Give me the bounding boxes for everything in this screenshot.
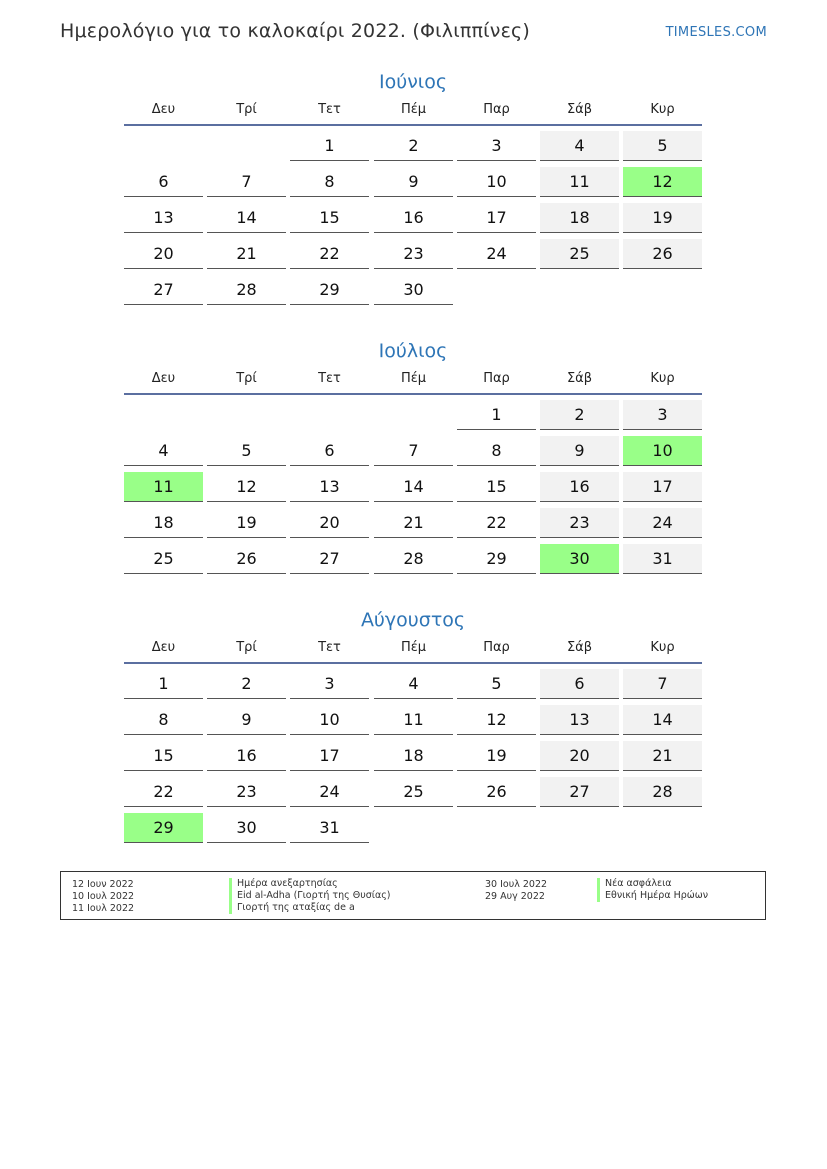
legend-date: 11 Ιουλ 2022 bbox=[72, 903, 135, 914]
month-june bbox=[124, 69, 702, 329]
day-cell: 17 bbox=[623, 472, 702, 502]
day-cell: 27 bbox=[540, 777, 619, 807]
day-cell: 19 bbox=[623, 203, 702, 233]
day-cell: 24 bbox=[623, 508, 702, 538]
day-cell: 4 bbox=[124, 436, 203, 466]
day-cell: 11 bbox=[124, 472, 203, 502]
day-cell: 25 bbox=[374, 777, 453, 807]
weekday-sat: Σάβ bbox=[566, 640, 593, 655]
day-cell: 12 bbox=[623, 167, 702, 197]
legend-date: 12 Ιουν 2022 bbox=[72, 879, 134, 890]
day-cell: 21 bbox=[623, 741, 702, 771]
day-cell: 10 bbox=[623, 436, 702, 466]
day-cell: 14 bbox=[374, 472, 453, 502]
legend-date: 29 Αυγ 2022 bbox=[485, 891, 545, 902]
month-name: Αύγουστος bbox=[360, 609, 466, 631]
day-cell: 23 bbox=[374, 239, 453, 269]
day-cell: 9 bbox=[540, 436, 619, 466]
weekday-thu: Πέμ bbox=[400, 371, 427, 386]
day-cell: 9 bbox=[374, 167, 453, 197]
day-cell: 22 bbox=[290, 239, 369, 269]
month-name: Ιούνιος bbox=[378, 71, 448, 93]
day-cell: 12 bbox=[207, 472, 286, 502]
header-divider bbox=[124, 662, 702, 664]
day-cell: 6 bbox=[124, 167, 203, 197]
site-link[interactable]: TIMESLES.COM bbox=[665, 25, 767, 40]
day-cell: 7 bbox=[623, 669, 702, 699]
weekday-wed: Τετ bbox=[318, 640, 341, 655]
day-cell: 27 bbox=[124, 275, 203, 305]
legend-date: 30 Ιουλ 2022 bbox=[485, 879, 548, 890]
day-cell: 14 bbox=[207, 203, 286, 233]
month-name: Ιούλιος bbox=[378, 340, 448, 362]
day-cell: 2 bbox=[207, 669, 286, 699]
legend-holiday-name: Εθνική Ημέρα Ηρώων bbox=[597, 890, 708, 902]
day-cell: 9 bbox=[207, 705, 286, 735]
month-august bbox=[124, 607, 702, 867]
legend-holiday-name: Γιορτή της αταξίας de a bbox=[229, 902, 355, 914]
weekday-header bbox=[124, 98, 702, 122]
day-cell: 15 bbox=[290, 203, 369, 233]
day-cell: 21 bbox=[207, 239, 286, 269]
weekday-mon: Δευ bbox=[151, 640, 176, 655]
day-cell: 12 bbox=[457, 705, 536, 735]
day-cell: 28 bbox=[207, 275, 286, 305]
day-cell: 6 bbox=[290, 436, 369, 466]
day-cell: 10 bbox=[457, 167, 536, 197]
day-cell: 25 bbox=[124, 544, 203, 574]
day-cell: 5 bbox=[623, 131, 702, 161]
day-cell: 30 bbox=[540, 544, 619, 574]
day-cell: 8 bbox=[457, 436, 536, 466]
day-cell: 24 bbox=[290, 777, 369, 807]
day-cell: 3 bbox=[623, 400, 702, 430]
weekday-sun: Κυρ bbox=[650, 640, 675, 655]
day-cell: 11 bbox=[374, 705, 453, 735]
day-cell: 24 bbox=[457, 239, 536, 269]
header-divider bbox=[124, 393, 702, 395]
weekday-fri: Παρ bbox=[483, 102, 510, 117]
day-cell: 31 bbox=[623, 544, 702, 574]
day-cell: 5 bbox=[457, 669, 536, 699]
day-cell: 28 bbox=[623, 777, 702, 807]
weekday-mon: Δευ bbox=[151, 371, 176, 386]
weekday-tue: Τρί bbox=[236, 102, 257, 117]
day-cell: 15 bbox=[457, 472, 536, 502]
day-cell: 23 bbox=[540, 508, 619, 538]
day-cell: 22 bbox=[457, 508, 536, 538]
day-cell: 2 bbox=[540, 400, 619, 430]
day-cell: 30 bbox=[374, 275, 453, 305]
page-title: Ημερολόγιο για το καλοκαίρι 2022. (Φιλιππίνες) bbox=[60, 20, 531, 42]
day-cell: 13 bbox=[124, 203, 203, 233]
day-cell: 19 bbox=[207, 508, 286, 538]
day-cell: 27 bbox=[290, 544, 369, 574]
day-cell: 18 bbox=[374, 741, 453, 771]
weekday-thu: Πέμ bbox=[400, 102, 427, 117]
day-cell: 4 bbox=[374, 669, 453, 699]
day-cell: 13 bbox=[290, 472, 369, 502]
day-cell: 23 bbox=[207, 777, 286, 807]
day-cell: 17 bbox=[290, 741, 369, 771]
day-cell: 4 bbox=[540, 131, 619, 161]
day-cell: 29 bbox=[457, 544, 536, 574]
day-cell: 18 bbox=[124, 508, 203, 538]
weekday-mon: Δευ bbox=[151, 102, 176, 117]
weekday-fri: Παρ bbox=[483, 371, 510, 386]
weekday-wed: Τετ bbox=[318, 371, 341, 386]
day-cell: 10 bbox=[290, 705, 369, 735]
day-cell: 19 bbox=[457, 741, 536, 771]
day-cell: 16 bbox=[207, 741, 286, 771]
day-cell: 13 bbox=[540, 705, 619, 735]
day-cell: 14 bbox=[623, 705, 702, 735]
day-cell: 29 bbox=[124, 813, 203, 843]
day-cell: 28 bbox=[374, 544, 453, 574]
day-cell: 11 bbox=[540, 167, 619, 197]
day-cell: 26 bbox=[623, 239, 702, 269]
day-cell: 6 bbox=[540, 669, 619, 699]
day-cell: 17 bbox=[457, 203, 536, 233]
day-cell: 30 bbox=[207, 813, 286, 843]
day-cell: 20 bbox=[540, 741, 619, 771]
weekday-header bbox=[124, 636, 702, 660]
weekday-wed: Τετ bbox=[318, 102, 341, 117]
day-cell: 20 bbox=[124, 239, 203, 269]
weekday-thu: Πέμ bbox=[400, 640, 427, 655]
day-cell: 26 bbox=[457, 777, 536, 807]
day-cell: 31 bbox=[290, 813, 369, 843]
day-cell: 1 bbox=[290, 131, 369, 161]
day-cell: 16 bbox=[540, 472, 619, 502]
legend-holiday-name: Ημέρα ανεξαρτησίας bbox=[229, 878, 338, 890]
weekday-fri: Παρ bbox=[483, 640, 510, 655]
weekday-sat: Σάβ bbox=[566, 102, 593, 117]
day-cell: 7 bbox=[374, 436, 453, 466]
legend-date: 10 Ιουλ 2022 bbox=[72, 891, 135, 902]
day-cell: 15 bbox=[124, 741, 203, 771]
weekday-tue: Τρί bbox=[236, 371, 257, 386]
weekday-sun: Κυρ bbox=[650, 371, 675, 386]
day-cell: 18 bbox=[540, 203, 619, 233]
legend-holiday-name: Νέα ασφάλεια bbox=[597, 878, 672, 890]
month-july bbox=[124, 338, 702, 598]
day-cell: 5 bbox=[207, 436, 286, 466]
day-cell: 1 bbox=[124, 669, 203, 699]
header-divider bbox=[124, 124, 702, 126]
day-cell: 1 bbox=[457, 400, 536, 430]
day-cell: 26 bbox=[207, 544, 286, 574]
day-cell: 21 bbox=[374, 508, 453, 538]
legend-holiday-name: Eid al-Adha (Γιορτή της Θυσίας) bbox=[229, 890, 391, 902]
day-cell: 8 bbox=[290, 167, 369, 197]
day-cell: 2 bbox=[374, 131, 453, 161]
weekday-header bbox=[124, 367, 702, 391]
day-cell: 22 bbox=[124, 777, 203, 807]
day-cell: 29 bbox=[290, 275, 369, 305]
day-cell: 3 bbox=[290, 669, 369, 699]
weekday-tue: Τρί bbox=[236, 640, 257, 655]
day-cell: 16 bbox=[374, 203, 453, 233]
day-cell: 7 bbox=[207, 167, 286, 197]
day-cell: 25 bbox=[540, 239, 619, 269]
weekday-sun: Κυρ bbox=[650, 102, 675, 117]
day-cell: 8 bbox=[124, 705, 203, 735]
day-cell: 3 bbox=[457, 131, 536, 161]
holiday-legend bbox=[60, 871, 766, 920]
day-cell: 20 bbox=[290, 508, 369, 538]
weekday-sat: Σάβ bbox=[566, 371, 593, 386]
